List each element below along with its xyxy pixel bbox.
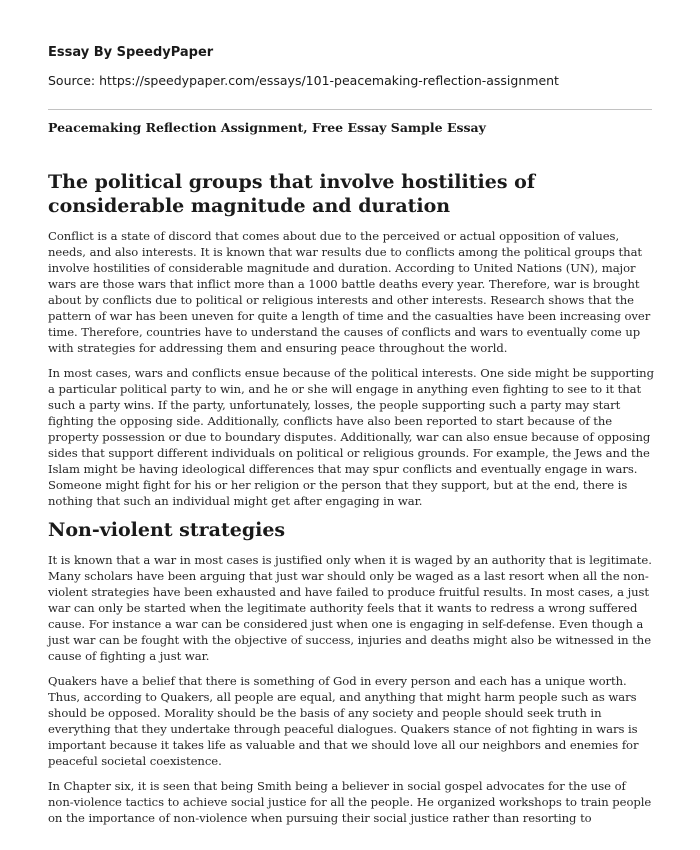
article-title: The political groups that involve hostilities of considerable magnitude and duration xyxy=(48,171,535,217)
article-body xyxy=(48,170,654,835)
paragraph: In most cases, wars and conflicts ensue because of the political interests. One side might be supporting a particular political party to win, and he or she will engage in anything even fighting to see to it that such a party wins. If the party, unfortunately, losses, the people supporting such a party may start fighting the opposing side. Additionally, conflicts have also been reported to start because of the property possession or due to boundary disputes. Additionally, war can also ensue because of opposing sides that support different individuals on political or religious grounds. For example, the Jews and the Islam might be having ideological differences that may spur conflicts and eventually engage in wars. Someone might fight for his or her religion or the person that they support, but at the end, there is nothing that such an individual might get after engaging in war. xyxy=(48,366,654,508)
section-heading: Non-violent strategies xyxy=(48,519,286,541)
brand-header: Essay By SpeedyPaper xyxy=(48,45,214,60)
essay-subtitle: Peacemaking Reflection Assignment, Free Essay Sample Essay xyxy=(48,120,486,135)
source-line: Source: https://speedypaper.com/essays/101-peacemaking-reflection-assignment xyxy=(48,73,559,88)
paragraph: It is known that a war in most cases is justified only when it is waged by an authority that is legitimate. Many scholars have been arguing that just war should only be waged as a last resort when all the non-violent strategies have been exhausted and have failed to produce fruitful results. In most cases, a just war can only be started when the legitimate authority feels that it wants to redress a wrong suffered cause. For instance a war can be considered just when one is engaging in self-defense. Even though a just war can be fought with the objective of success, injuries and deaths might also be witnessed in the cause of fighting a just war. xyxy=(48,553,652,663)
paragraph: Conflict is a state of discord that comes about due to the perceived or actual opposition of values, needs, and also interests. It is known that war results due to conflicts among the political groups that involve hostilities of considerable magnitude and duration. According to United Nations (UN), major wars are those wars that inflict more than a 1000 battle deaths every year. Therefore, war is brought about by conflicts due to political or religious interests and other interests. Research shows that the pattern of war has been uneven for quite a length of time and the casualties have been increasing over time. Therefore, countries have to understand the causes of conflicts and wars to eventually come up with strategies for addressing them and ensuring peace throughout the world. xyxy=(48,229,651,355)
paragraph: In Chapter six, it is seen that being Smith being a believer in social gospel advocates for the use of non-violence tactics to achieve social justice for all the people. He organized workshops to train people on the importance of non-violence when pursuing their social justice rather than resorting to xyxy=(48,779,652,825)
paragraph: Quakers have a belief that there is something of God in every person and each has a unique worth. Thus, according to Quakers, all people are equal, and anything that might harm people such as wars should be opposed. Morality should be the basis of any society and people should seek truth in everything that they undertake through peaceful dialogues. Quakers stance of not fighting in wars is important because it takes life as valuable and that we should love all our neighbors and enemies for peaceful societal coexistence. xyxy=(48,674,639,768)
header-divider xyxy=(48,109,652,110)
